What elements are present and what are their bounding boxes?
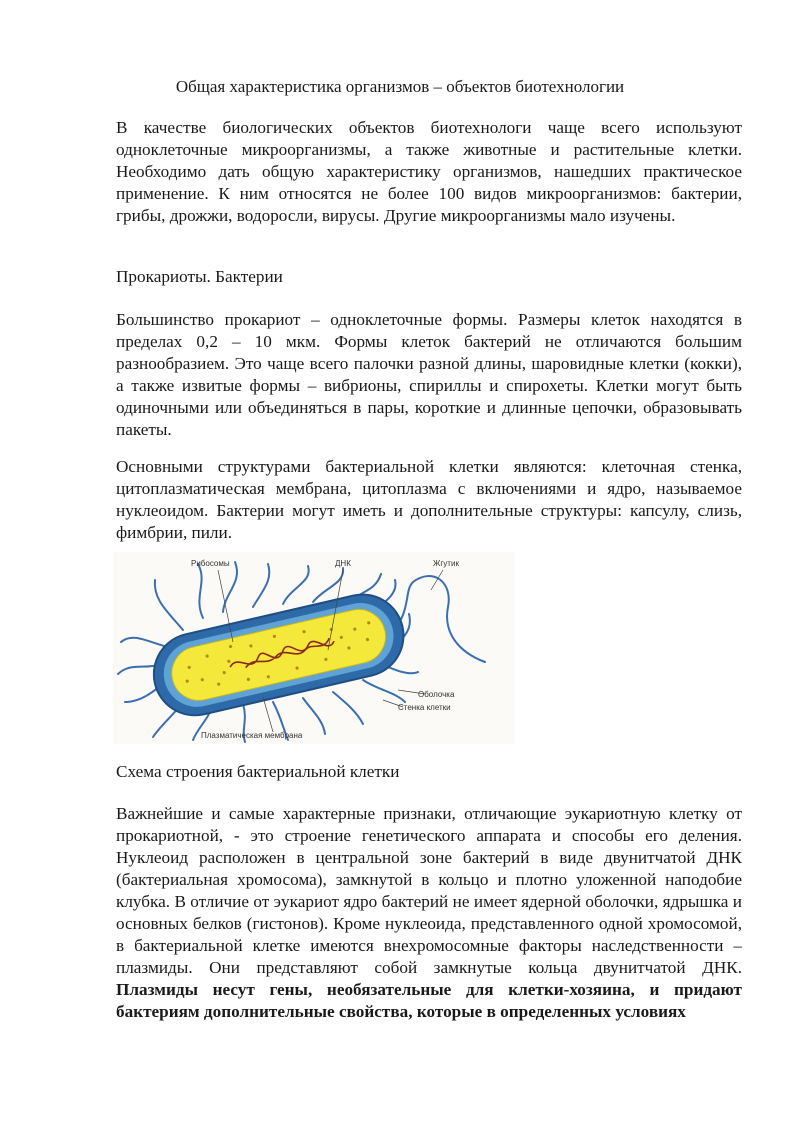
intro-paragraph: В качестве биологических объектов биотехнологи чаще всего используют одноклеточные микроорганизмы, а также животные и растительные клетки. Необходимо дать общую характеристику организмов, нашедших практическое применение. К ним относятся не более 100 видов микроорганизмов: бактерии, грибы, дрожжи, водоросли, вирусы. Другие микроорганизмы мало изучены. xyxy=(116,118,742,225)
section-heading: Прокариоты. Бактерии xyxy=(116,267,283,286)
final-paragraph-bold: Плазмиды несут гены, необязательные для клетки-хозяина, и придают бактериям дополнительные свойства, которые в определенных условиях xyxy=(116,980,742,1021)
bacterial-cell-figure xyxy=(113,552,515,744)
label-cell-wall: Стенка клетки xyxy=(398,703,451,712)
label-flagellum: Жгутик xyxy=(433,559,459,568)
label-dna: ДНК xyxy=(335,559,351,568)
label-capsule: Оболочка xyxy=(418,690,455,699)
bacterial-cell-diagram xyxy=(113,552,515,744)
label-plasma-membrane: Плазматическая мембрана xyxy=(201,731,303,740)
prokaryotes-paragraph: Большинство прокариот – одноклеточные формы. Размеры клеток находятся в пределах 0,2 – 10 мкм. Формы клеток бактерий не отличаются большим разнообразием. Это чаще всего палочки разной длины, шаровидные клетки (кокки), а также извитые формы – вибрионы, спириллы и спирохеты. Клетки могут быть одиночными или объединяться в пары, короткие и длинные цепочки, образовывать пакеты. xyxy=(116,310,742,439)
structures-paragraph: Основными структурами бактериальной клетки являются: клеточная стенка, цитоплазматическая мембрана, цитоплазма с включениями и ядро, называемое нуклеоидом. Бактерии могут иметь и дополнительные структуры: капсулу, слизь, фимбрии, пили. xyxy=(116,457,742,542)
label-ribosomes: Рибосомы xyxy=(191,559,230,568)
figure-caption: Схема строения бактериальной клетки xyxy=(116,762,400,781)
page-title: Общая характеристика организмов – объектов биотехнологии xyxy=(175,77,625,96)
final-paragraph xyxy=(116,803,742,1023)
final-paragraph-regular: Важнейшие и самые характерные признаки, отличающие эукариотную клетку от прокариотной, - это строение генетического аппарата и способы его деления. Нуклеоид расположен в центральной зоне бактерий в виде двунитчатой ДНК (бактериальная хромосома), замкнутой в кольцо и плотно уложенной наподобие клубка. В отличие от эукариот ядро бактерий не имеет ядерной оболочки, ядрышка и основных белков (гистонов). Кроме нуклеоида, представленного одной хромосомой, в бактериальной клетке имеются внехромосомные факторы наследственности – плазмиды. Они представляют собой замкнутые кольца двунитчатой ДНК. xyxy=(116,804,742,977)
